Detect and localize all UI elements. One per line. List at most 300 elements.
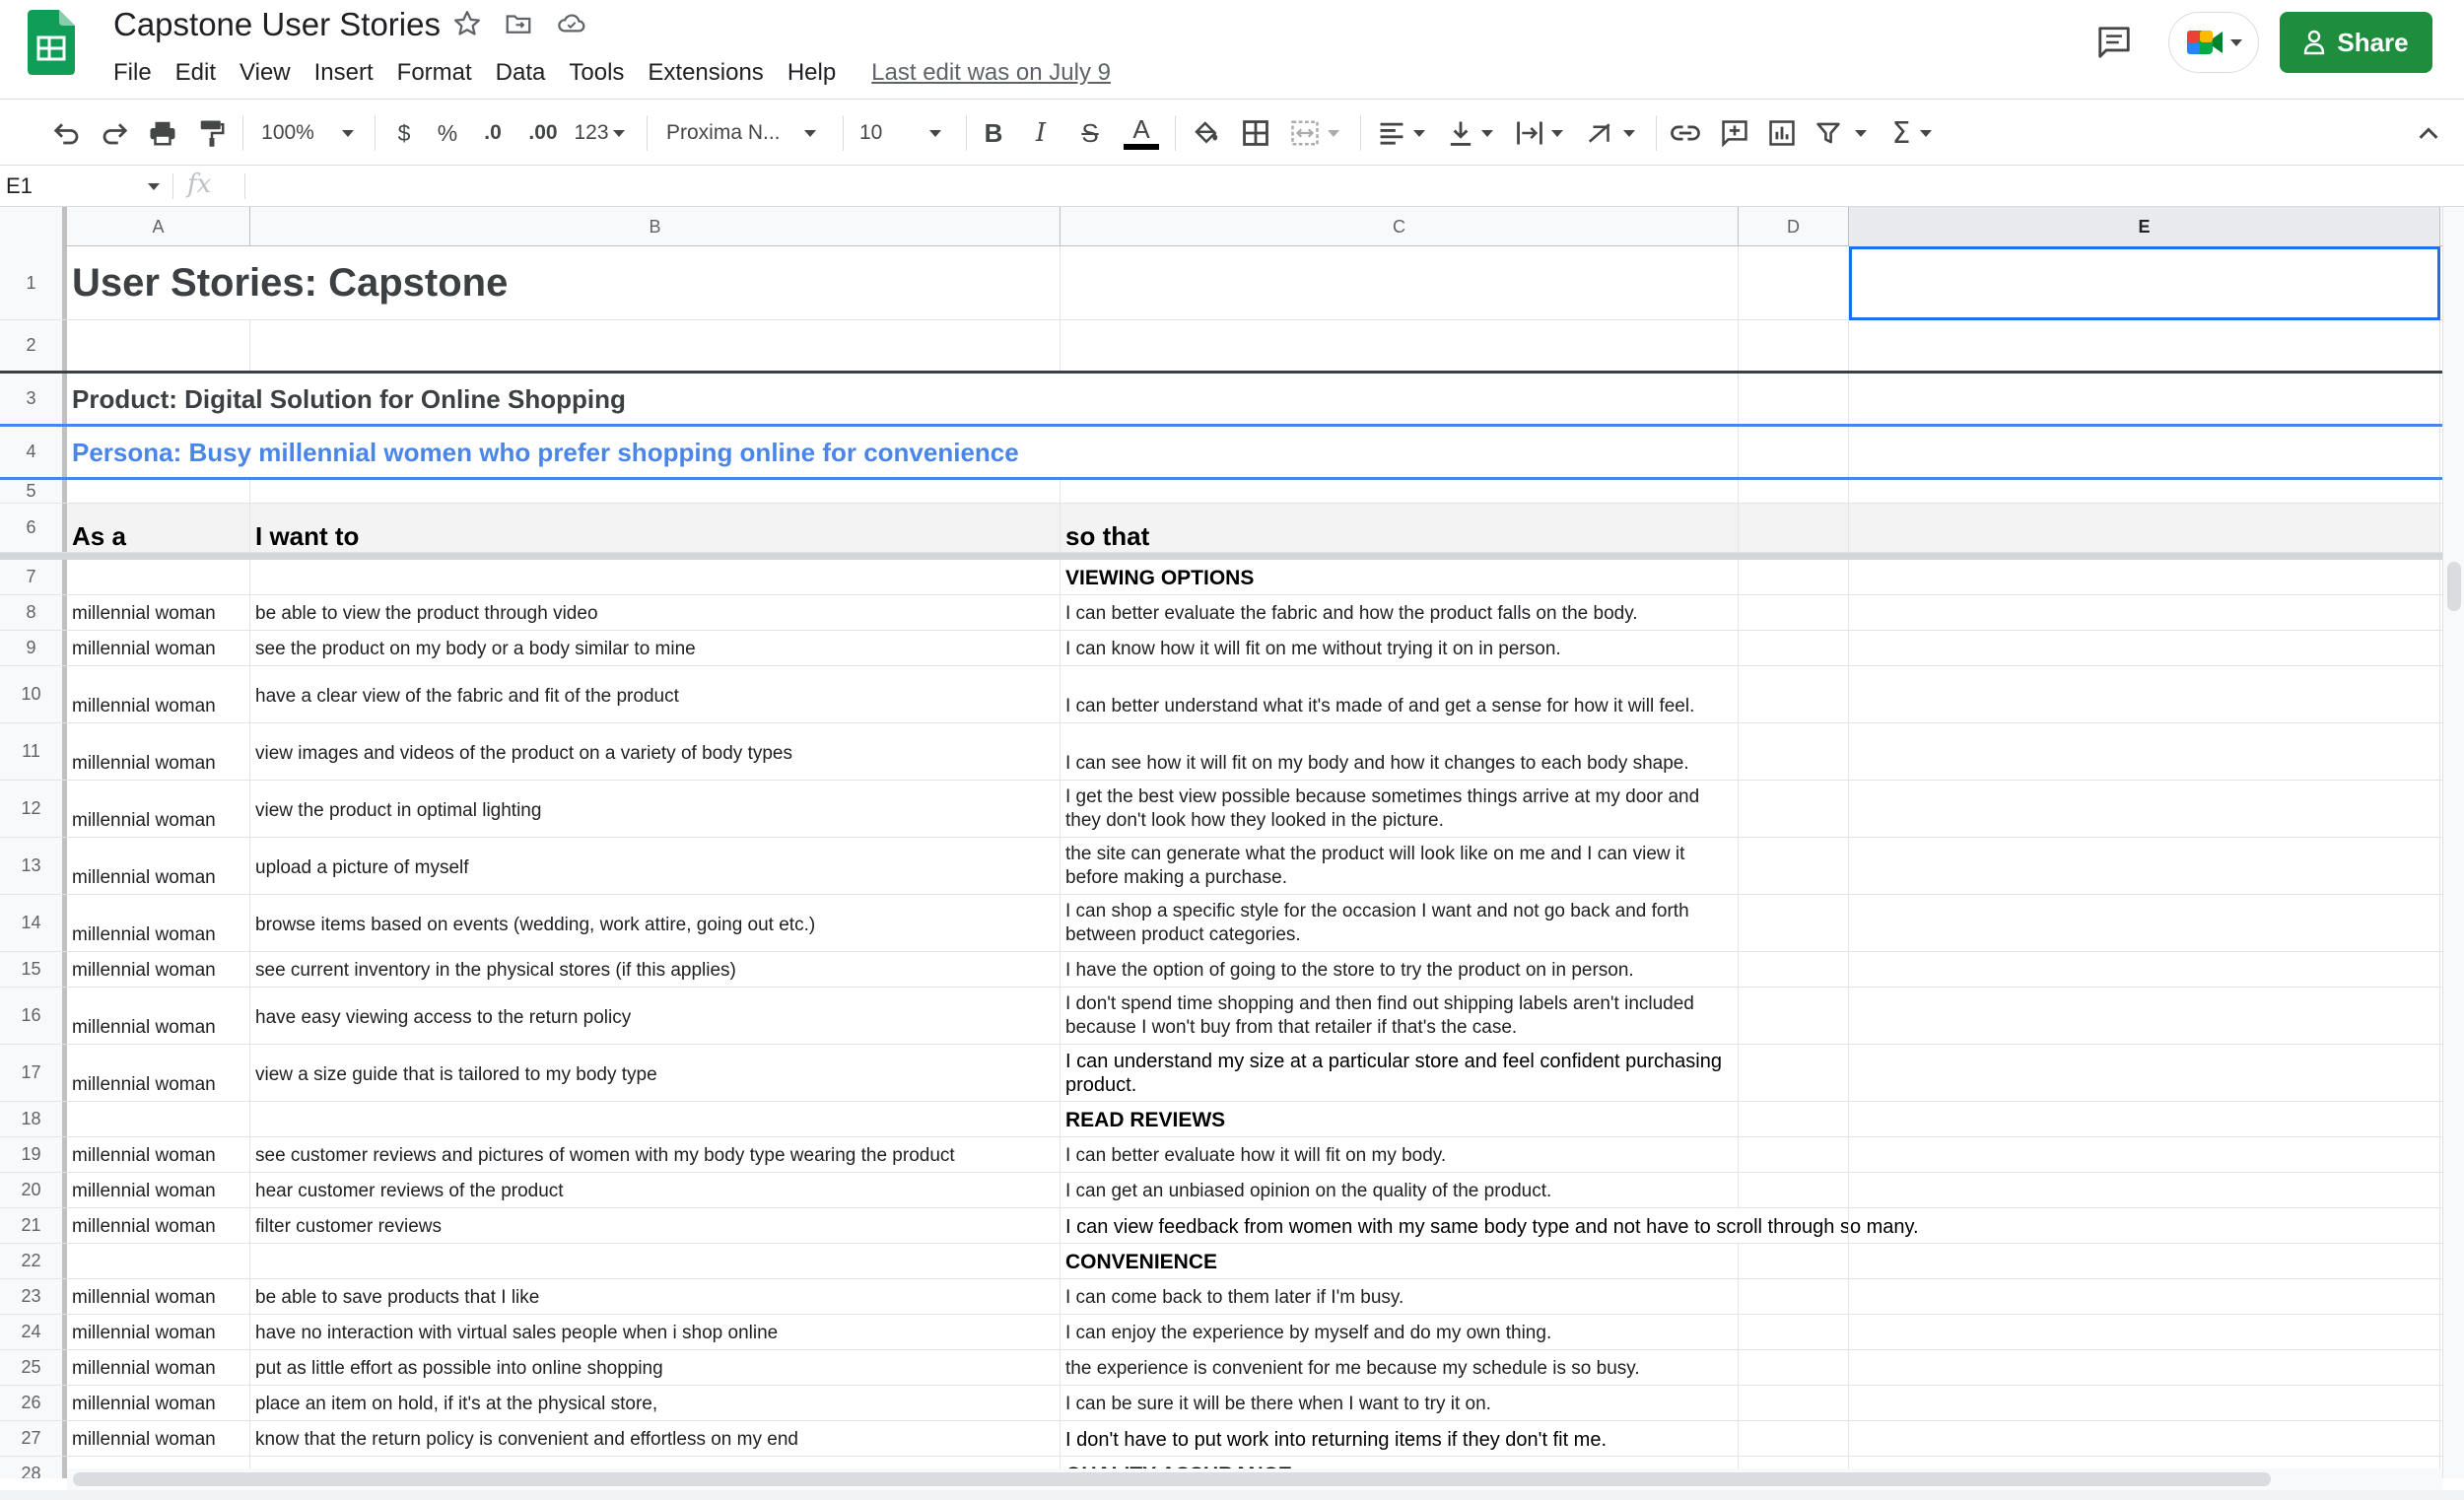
- cell-a13[interactable]: [67, 838, 250, 894]
- cell-d5[interactable]: [1739, 480, 1849, 503]
- last-edit-link[interactable]: Last edit was on July 9: [871, 59, 1111, 86]
- chevron-down-icon: [613, 130, 625, 137]
- table-row: [0, 595, 2442, 631]
- cell-d15[interactable]: [1739, 952, 1849, 987]
- cell-e5[interactable]: [1849, 480, 2440, 503]
- cell-a11[interactable]: [67, 723, 250, 780]
- row-header[interactable]: 18: [0, 1102, 67, 1136]
- cell-b18[interactable]: [250, 1102, 1061, 1136]
- cell-c17[interactable]: [1061, 1045, 1739, 1101]
- cell-a1[interactable]: [67, 246, 509, 319]
- menu-data[interactable]: Data: [495, 59, 546, 86]
- cell-a3[interactable]: [67, 374, 626, 424]
- cell-b21[interactable]: [250, 1208, 1061, 1243]
- cell-e20[interactable]: [1849, 1173, 2440, 1207]
- person-icon: [2303, 30, 2325, 55]
- cell-b20[interactable]: [250, 1173, 1061, 1207]
- table-row: [0, 988, 2442, 1045]
- cell-c16[interactable]: [1061, 988, 1739, 1044]
- row-header[interactable]: 28: [0, 1457, 67, 1478]
- merge-cells-button[interactable]: [1285, 100, 1344, 167]
- cell-b10[interactable]: [250, 666, 1061, 722]
- cell-a12[interactable]: [67, 781, 250, 837]
- chevron-down-icon: [1481, 130, 1493, 137]
- cell-a21[interactable]: [67, 1208, 250, 1243]
- cell-a9[interactable]: [67, 631, 250, 665]
- insert-comment-icon[interactable]: [1715, 100, 1754, 167]
- cell-b14[interactable]: [250, 895, 1061, 951]
- table-row: [0, 1279, 2442, 1315]
- menu-file[interactable]: File: [113, 59, 152, 86]
- toolbar-divider: [242, 115, 243, 151]
- menu-insert[interactable]: Insert: [313, 59, 374, 86]
- font-family-value: Proxima N...: [666, 121, 781, 144]
- decrease-decimal-button[interactable]: .0: [484, 121, 502, 144]
- cell-b23[interactable]: [250, 1279, 1061, 1314]
- font-size-value: 10: [859, 121, 883, 144]
- font-size-select[interactable]: [859, 100, 953, 167]
- table-row: [0, 666, 2442, 723]
- table-row: [0, 427, 2442, 480]
- cell-a2[interactable]: [67, 320, 250, 371]
- row-header[interactable]: 16: [0, 988, 67, 1044]
- cell-text: I don't have to put work into returning items if they don't fit me.: [1065, 1429, 1608, 1451]
- column-header-a[interactable]: A: [67, 207, 250, 246]
- cell-e13[interactable]: [1849, 838, 2440, 894]
- cell-a10[interactable]: [67, 666, 250, 722]
- cell-d7[interactable]: [1739, 560, 1849, 594]
- cell-text: Persona: Busy millennial women who prefer shopping online for convenience: [72, 437, 1019, 467]
- cell-text: millennial woman: [72, 753, 216, 774]
- cell-e14[interactable]: [1849, 895, 2440, 951]
- vertical-align-button[interactable]: [1441, 100, 1500, 167]
- row-header[interactable]: 11: [0, 723, 67, 780]
- cell-text: I can better understand what it's made of and get a sense for how it will feel.: [1065, 696, 1695, 716]
- cell-c2[interactable]: [1061, 320, 1739, 371]
- cell-text: I can understand my size at a particular store and feel confident purchasing product.: [1065, 1051, 1722, 1096]
- cell-text: I can shop a specific style for the occasion I want and not go back and forth between product categories.: [1065, 901, 1689, 945]
- cell-text: millennial woman: [72, 810, 216, 831]
- cell-e18[interactable]: [1849, 1102, 2440, 1136]
- cell-text: view images and videos of the product on a variety of body types: [255, 743, 792, 764]
- cell-text: VIEWING OPTIONS: [1065, 567, 1255, 589]
- text-wrapping-button[interactable]: [1510, 100, 1569, 167]
- cell-text: the site can generate what the product will look like on me and I can view it before making a purchase.: [1065, 844, 1685, 888]
- cell-a20[interactable]: [67, 1173, 250, 1207]
- cell-text: I can get an unbiased opinion on the quality of the product.: [1065, 1181, 1552, 1201]
- cell-c1[interactable]: [1061, 246, 1739, 319]
- paint-format-icon[interactable]: [192, 100, 232, 167]
- cell-text: be able to view the product through video: [255, 603, 598, 624]
- row-header[interactable]: 27: [0, 1421, 67, 1456]
- title-bar: [0, 0, 2464, 99]
- font-family-select[interactable]: [666, 100, 824, 167]
- cell-d4[interactable]: [1739, 427, 1849, 477]
- cell-a18[interactable]: [67, 1102, 250, 1136]
- cell-d20[interactable]: [1739, 1173, 1849, 1207]
- text-color-swatch: [1124, 144, 1159, 150]
- cell-text: the experience is convenient for me because my schedule is so busy.: [1065, 1358, 1640, 1379]
- cell-d23[interactable]: [1739, 1279, 1849, 1314]
- cell-a23[interactable]: [67, 1279, 250, 1314]
- cell-d16[interactable]: [1739, 988, 1849, 1044]
- row-header[interactable]: 7: [0, 560, 67, 594]
- cell-b25[interactable]: [250, 1350, 1061, 1385]
- table-row: [0, 1386, 2442, 1421]
- cell-a24[interactable]: [67, 1315, 250, 1349]
- cell-d10[interactable]: [1739, 666, 1849, 722]
- filter-button[interactable]: [1812, 100, 1871, 167]
- cell-d12[interactable]: [1739, 781, 1849, 837]
- bold-button[interactable]: B: [984, 117, 1003, 148]
- cell-a8[interactable]: [67, 595, 250, 630]
- meet-icon: [2185, 27, 2224, 58]
- row-header[interactable]: 20: [0, 1173, 67, 1207]
- cell-c7[interactable]: [1061, 560, 1739, 594]
- cell-b6[interactable]: [250, 504, 1061, 552]
- cell-text: see current inventory in the physical stores (if this applies): [255, 960, 736, 981]
- table-row: [0, 1173, 2442, 1208]
- menu-format[interactable]: Format: [396, 59, 472, 86]
- text-rotation-button[interactable]: [1581, 100, 1640, 167]
- cell-c8[interactable]: [1061, 595, 1739, 630]
- horizontal-scrollbar-thumb[interactable]: [73, 1472, 2271, 1486]
- cell-c25[interactable]: [1061, 1350, 1739, 1385]
- cell-d6[interactable]: [1739, 504, 1849, 552]
- cell-d26[interactable]: [1739, 1386, 1849, 1420]
- cell-b9[interactable]: [250, 631, 1061, 665]
- cell-text: millennial woman: [72, 1287, 216, 1308]
- percent-format-button[interactable]: %: [437, 119, 458, 146]
- cell-text: upload a picture of myself: [255, 857, 469, 878]
- cell-c5[interactable]: [1061, 480, 1739, 503]
- cell-text: I can be sure it will be there when I want to try it on.: [1065, 1394, 1491, 1414]
- row-header[interactable]: 17: [0, 1045, 67, 1101]
- cell-text: I can better evaluate the fabric and how the product falls on the body.: [1065, 603, 1638, 624]
- cell-e19[interactable]: [1849, 1137, 2440, 1172]
- toolbar-divider: [1656, 115, 1657, 151]
- cell-e17[interactable]: [1849, 1045, 2440, 1101]
- cell-c26[interactable]: [1061, 1386, 1739, 1420]
- vertical-scrollbar[interactable]: [2442, 207, 2464, 1478]
- cell-c4[interactable]: [1061, 427, 1739, 477]
- cell-e10[interactable]: [1849, 666, 2440, 722]
- cell-text: have a clear view of the fabric and fit of the product: [255, 686, 679, 707]
- toolbar-divider: [647, 115, 648, 151]
- cell-c10[interactable]: [1061, 666, 1739, 722]
- fx-icon: fx: [187, 170, 212, 199]
- cell-b8[interactable]: [250, 595, 1061, 630]
- cell-e9[interactable]: [1849, 631, 2440, 665]
- meet-button[interactable]: [2168, 12, 2259, 73]
- increase-decimal-button[interactable]: .00: [528, 121, 558, 144]
- cell-d11[interactable]: [1739, 723, 1849, 780]
- cell-c9[interactable]: [1061, 631, 1739, 665]
- currency-format-button[interactable]: $: [397, 119, 411, 146]
- cell-c20[interactable]: [1061, 1173, 1739, 1207]
- cell-b1[interactable]: [250, 246, 1061, 319]
- insert-chart-icon[interactable]: [1762, 100, 1802, 167]
- column-header-e[interactable]: E: [1849, 207, 2440, 246]
- cell-d8[interactable]: [1739, 595, 1849, 630]
- more-formats-select[interactable]: [570, 100, 629, 167]
- cell-d1[interactable]: [1739, 246, 1849, 319]
- cell-e16[interactable]: [1849, 988, 2440, 1044]
- toolbar-divider: [1360, 115, 1361, 151]
- cell-b19[interactable]: [250, 1137, 1061, 1172]
- star-icon[interactable]: [449, 6, 485, 41]
- cell-text: I can see how it will fit on my body and how it changes to each body shape.: [1065, 753, 1689, 774]
- cell-e27[interactable]: [1849, 1421, 2440, 1456]
- cell-e2[interactable]: [1849, 320, 2440, 371]
- cell-b24[interactable]: [250, 1315, 1061, 1349]
- cell-d13[interactable]: [1739, 838, 1849, 894]
- cell-text: know that the return policy is convenient and effortless on my end: [255, 1429, 798, 1450]
- column-headers: [0, 207, 2442, 246]
- merge-cells-icon: [1290, 119, 1320, 147]
- cell-d3[interactable]: [1739, 374, 1849, 424]
- insert-link-icon[interactable]: [1666, 100, 1705, 167]
- row-header[interactable]: 2: [0, 320, 67, 371]
- table-row: [0, 504, 2442, 553]
- table-row: [0, 1421, 2442, 1457]
- cell-c13[interactable]: [1061, 838, 1739, 894]
- chevron-down-icon: [148, 183, 160, 190]
- row-header[interactable]: 21: [0, 1208, 67, 1243]
- cell-a26[interactable]: [67, 1386, 250, 1420]
- cell-b27[interactable]: [250, 1421, 1061, 1456]
- cell-text: As a: [72, 521, 126, 551]
- cell-e24[interactable]: [1849, 1315, 2440, 1349]
- text-color-letter: A: [1132, 114, 1150, 144]
- strikethrough-button[interactable]: S: [1081, 117, 1099, 148]
- cell-c19[interactable]: [1061, 1137, 1739, 1172]
- cell-text: so that: [1065, 521, 1150, 551]
- name-box-value: E1: [6, 173, 33, 198]
- document-title[interactable]: Capstone User Stories: [113, 6, 441, 42]
- cell-c12[interactable]: [1061, 781, 1739, 837]
- cell-a27[interactable]: [67, 1421, 250, 1456]
- cell-text: millennial woman: [72, 696, 216, 716]
- cell-b7[interactable]: [250, 560, 1061, 594]
- table-row: [0, 560, 2442, 595]
- share-button[interactable]: [2280, 12, 2432, 73]
- cell-c6[interactable]: [1061, 504, 1739, 552]
- print-icon[interactable]: [143, 100, 182, 167]
- cell-e11[interactable]: [1849, 723, 2440, 780]
- chevron-down-icon: [342, 130, 354, 137]
- row-header[interactable]: 10: [0, 666, 67, 722]
- cell-c15[interactable]: [1061, 952, 1739, 987]
- column-header-b[interactable]: B: [250, 207, 1061, 246]
- cell-text: millennial woman: [72, 1394, 216, 1414]
- cell-e21[interactable]: [1849, 1208, 2440, 1243]
- italic-button[interactable]: I: [1035, 118, 1047, 148]
- row-header[interactable]: 9: [0, 631, 67, 665]
- cell-a25[interactable]: [67, 1350, 250, 1385]
- row-header[interactable]: 3: [0, 374, 67, 424]
- cell-b12[interactable]: [250, 781, 1061, 837]
- row-header[interactable]: 25: [0, 1350, 67, 1385]
- row-header[interactable]: 24: [0, 1315, 67, 1349]
- cell-b13[interactable]: [250, 838, 1061, 894]
- cell-e15[interactable]: [1849, 952, 2440, 987]
- cell-d14[interactable]: [1739, 895, 1849, 951]
- cell-e12[interactable]: [1849, 781, 2440, 837]
- cell-text: User Stories: Capstone: [72, 261, 509, 305]
- cell-b22[interactable]: [250, 1244, 1061, 1278]
- cell-text: millennial woman: [72, 1216, 216, 1237]
- cell-b26[interactable]: [250, 1386, 1061, 1420]
- table-row: [0, 480, 2442, 504]
- zoom-select[interactable]: [258, 100, 357, 167]
- text-color-button[interactable]: [1122, 100, 1161, 167]
- borders-icon[interactable]: [1236, 100, 1275, 167]
- cell-b17[interactable]: [250, 1045, 1061, 1101]
- table-row: [0, 838, 2442, 895]
- redo-icon[interactable]: [95, 100, 134, 167]
- row-header[interactable]: 14: [0, 895, 67, 951]
- cell-e3[interactable]: [1849, 374, 2440, 424]
- cell-b5[interactable]: [250, 480, 1061, 503]
- cell-c22[interactable]: [1061, 1244, 1739, 1278]
- cell-a22[interactable]: [67, 1244, 250, 1278]
- cell-text: put as little effort as possible into online shopping: [255, 1358, 663, 1379]
- cell-c11[interactable]: [1061, 723, 1739, 780]
- cell-a7[interactable]: [67, 560, 250, 594]
- cell-a5[interactable]: [67, 480, 250, 503]
- cell-a19[interactable]: [67, 1137, 250, 1172]
- cell-a17[interactable]: [67, 1045, 250, 1101]
- row-header[interactable]: 12: [0, 781, 67, 837]
- row-header[interactable]: 1: [0, 246, 67, 319]
- cell-text: browse items based on events (wedding, work attire, going out etc.): [255, 915, 816, 935]
- cell-d25[interactable]: [1739, 1350, 1849, 1385]
- cell-c23[interactable]: [1061, 1279, 1739, 1314]
- row-header[interactable]: 19: [0, 1137, 67, 1172]
- sigma-icon: Σ: [1891, 115, 1911, 151]
- vertical-scrollbar-thumb[interactable]: [2447, 562, 2461, 611]
- functions-button[interactable]: [1882, 100, 1942, 167]
- formula-input[interactable]: [244, 173, 2413, 199]
- menu-edit[interactable]: Edit: [174, 59, 217, 86]
- row-header[interactable]: 15: [0, 952, 67, 987]
- cell-c21[interactable]: [1061, 1208, 1919, 1243]
- cell-text: have easy viewing access to the return policy: [255, 1007, 632, 1028]
- name-box[interactable]: [6, 166, 164, 207]
- cell-a4[interactable]: [67, 427, 1019, 477]
- cell-b11[interactable]: [250, 723, 1061, 780]
- cell-c24[interactable]: [1061, 1315, 1739, 1349]
- cell-text: millennial woman: [72, 867, 216, 888]
- chevron-down-icon: [1413, 130, 1425, 137]
- cell-d27[interactable]: [1739, 1421, 1849, 1456]
- sheets-logo-icon[interactable]: [28, 10, 75, 75]
- row-header[interactable]: 13: [0, 838, 67, 894]
- cell-a6[interactable]: [67, 504, 250, 552]
- hide-menus-chevron-up-icon[interactable]: [2409, 100, 2448, 167]
- cell-text: filter customer reviews: [255, 1216, 442, 1237]
- menu-extensions[interactable]: Extensions: [648, 59, 764, 86]
- cell-c18[interactable]: [1061, 1102, 1739, 1136]
- cell-e7[interactable]: [1849, 560, 2440, 594]
- fill-color-icon[interactable]: [1187, 100, 1226, 167]
- cell-d21[interactable]: [1739, 1208, 1849, 1243]
- cell-text: millennial woman: [72, 1181, 216, 1201]
- cell-d2[interactable]: [1739, 320, 1849, 371]
- row-header[interactable]: 23: [0, 1279, 67, 1314]
- cell-b15[interactable]: [250, 952, 1061, 987]
- row-header[interactable]: 26: [0, 1386, 67, 1420]
- row-header[interactable]: 6: [0, 504, 67, 552]
- cell-b3[interactable]: [250, 374, 1061, 424]
- cell-e4[interactable]: [1849, 427, 2440, 477]
- cell-e23[interactable]: [1849, 1279, 2440, 1314]
- column-header-d[interactable]: D: [1739, 207, 1849, 246]
- menu-tools[interactable]: Tools: [569, 59, 625, 86]
- cloud-saved-icon[interactable]: [554, 6, 589, 41]
- cell-a14[interactable]: [67, 895, 250, 951]
- cell-text: millennial woman: [72, 1358, 216, 1379]
- comment-history-icon[interactable]: [2089, 18, 2139, 67]
- menu-view[interactable]: View: [240, 59, 291, 86]
- cell-b2[interactable]: [250, 320, 1061, 371]
- cell-d18[interactable]: [1739, 1102, 1849, 1136]
- cell-d22[interactable]: [1739, 1244, 1849, 1278]
- frozen-rows-divider[interactable]: [0, 553, 2442, 560]
- horizontal-align-button[interactable]: [1372, 100, 1431, 167]
- cell-b4[interactable]: [250, 427, 1061, 477]
- table-row: [0, 631, 2442, 666]
- cell-d24[interactable]: [1739, 1315, 1849, 1349]
- table-row: [0, 952, 2442, 988]
- cell-e22[interactable]: [1849, 1244, 2440, 1278]
- select-all-corner[interactable]: [0, 207, 67, 246]
- cell-d19[interactable]: [1739, 1137, 1849, 1172]
- cell-c14[interactable]: [1061, 895, 1739, 951]
- cell-c27[interactable]: [1061, 1421, 1739, 1456]
- cell-e8[interactable]: [1849, 595, 2440, 630]
- cell-e6[interactable]: [1849, 504, 2440, 552]
- cell-d9[interactable]: [1739, 631, 1849, 665]
- menu-help[interactable]: Help: [787, 59, 837, 86]
- row-header[interactable]: 5: [0, 480, 67, 503]
- align-bottom-icon: [1448, 119, 1473, 147]
- table-row: [0, 1315, 2442, 1350]
- column-header-c[interactable]: C: [1061, 207, 1739, 246]
- chevron-down-icon: [1623, 130, 1635, 137]
- chevron-down-icon: [929, 130, 941, 137]
- cell-e25[interactable]: [1849, 1350, 2440, 1385]
- menu-bar: [102, 54, 1111, 92]
- cell-text: I want to: [255, 521, 360, 551]
- cell-b16[interactable]: [250, 988, 1061, 1044]
- row-header[interactable]: 4: [0, 427, 67, 477]
- row-header[interactable]: 8: [0, 595, 67, 630]
- cell-text: hear customer reviews of the product: [255, 1181, 564, 1201]
- cell-d17[interactable]: [1739, 1045, 1849, 1101]
- cell-c3[interactable]: [1061, 374, 1739, 424]
- row-header[interactable]: 22: [0, 1244, 67, 1278]
- cell-a16[interactable]: [67, 988, 250, 1044]
- spreadsheet-grid: [0, 207, 2464, 1478]
- undo-icon[interactable]: [47, 100, 87, 167]
- move-to-folder-icon[interactable]: [501, 6, 536, 41]
- cell-e26[interactable]: [1849, 1386, 2440, 1420]
- toolbar-divider: [843, 115, 844, 151]
- horizontal-scrollbar[interactable]: [67, 1468, 2442, 1490]
- cell-a15[interactable]: [67, 952, 250, 987]
